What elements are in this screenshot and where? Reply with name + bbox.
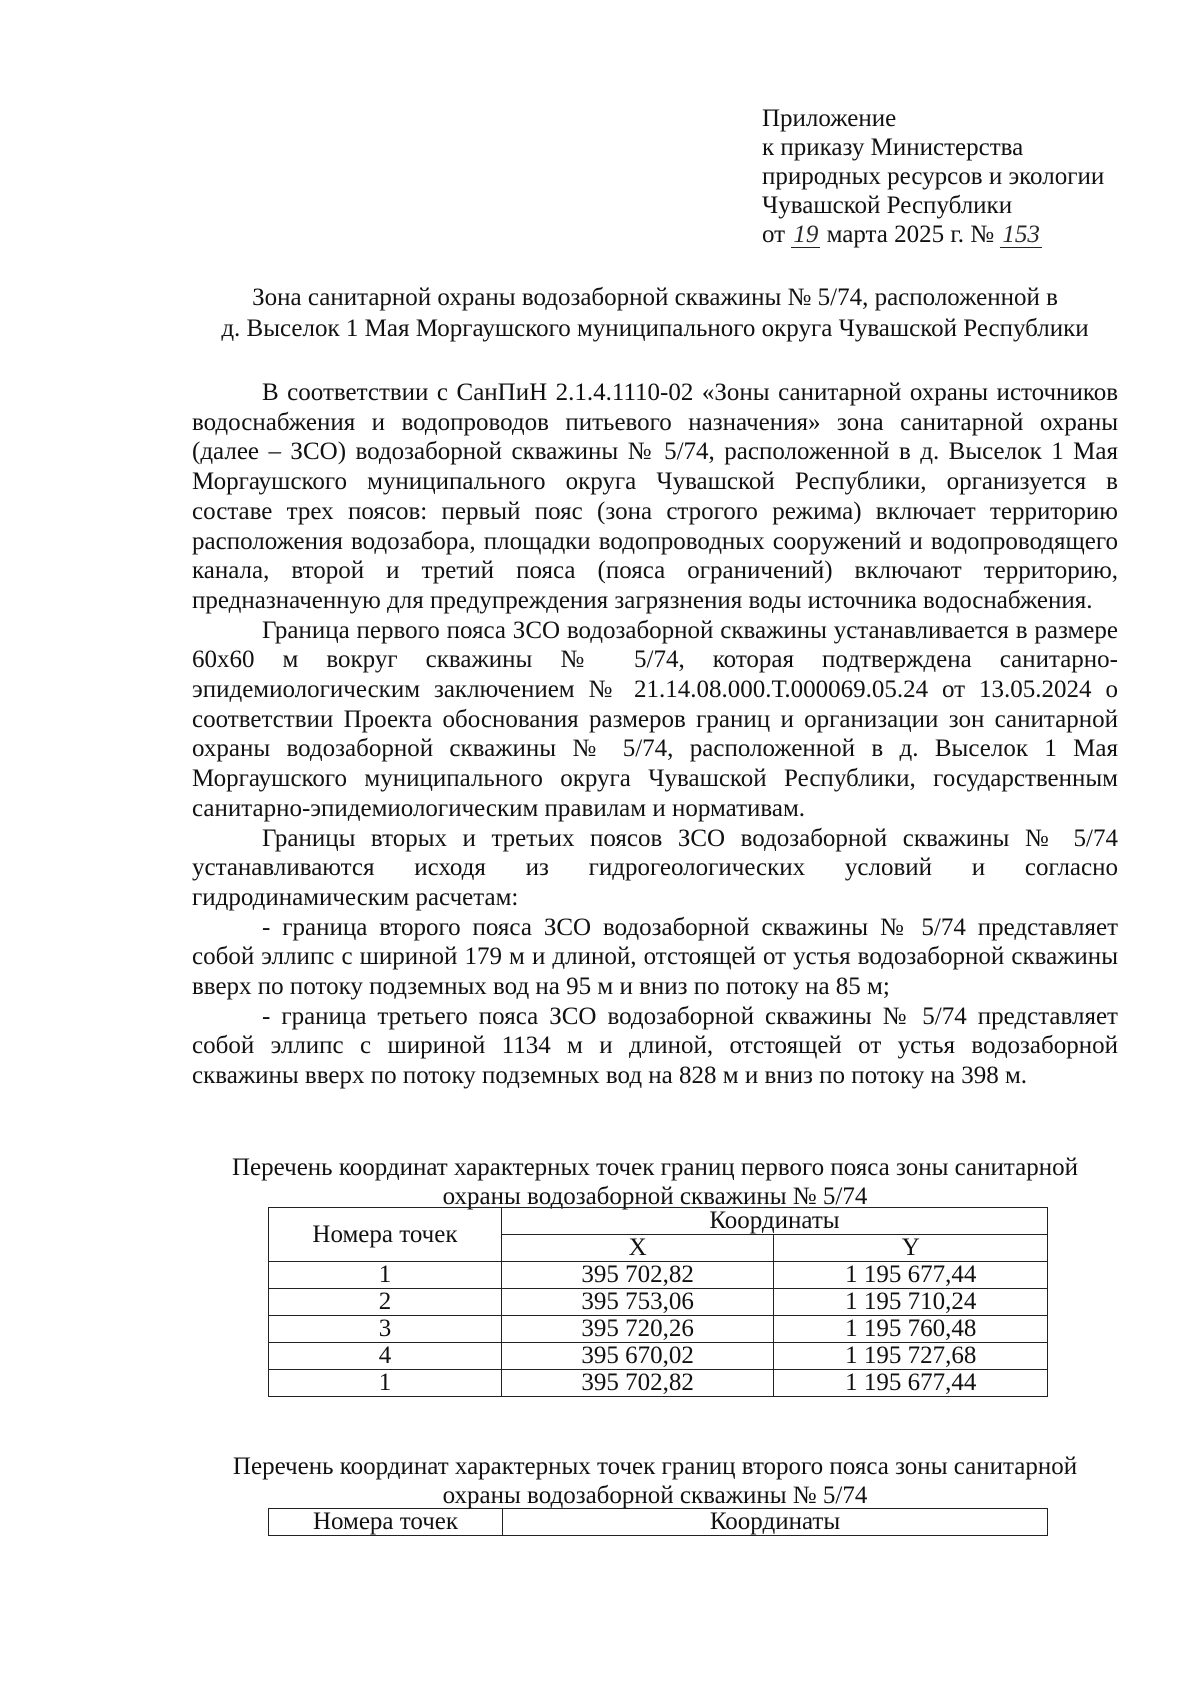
table-row [269,1370,1048,1397]
coordinates-table-second-belt [268,1508,1048,1536]
cell-point: 2 [269,1289,502,1316]
coordinates-table-first-belt [268,1207,1048,1397]
handwritten-day: 19 [793,221,819,248]
document-body [192,378,1118,1091]
table-header-row [269,1509,1048,1536]
cell-x: 395 702,82 [501,1370,774,1397]
appendix-line: к приказу Министерства [762,134,1024,161]
cell-y: 1 195 677,44 [774,1262,1048,1289]
appendix-header [762,104,1104,249]
handwritten-order-number: 153 [1002,221,1040,248]
paragraph: В соответствии с СанПиН 2.1.4.1110-02 «Зоны санитарной охраны источников водоснабжения и водопроводов питьевого назначения» зона санитарной охраны (далее – ЗСО) водозаборной скважины № 5/74, расположенной в д. Выселок 1 Мая Моргаушского муниципального округа Чувашской Республики, организуется в составе трех поясов: первый пояс (зона строгого режима) включает территорию расположения водозабора, площадки водопроводных сооружений и водопроводящего канала, второй и третий пояса (пояса ограничений) включают территорию, предназначенную для предупреждения загрязнения воды источника водоснабжения. [192,379,1118,614]
cell-point: 1 [269,1370,502,1397]
appendix-line: Чувашской Республики [762,192,1013,219]
table-row [269,1343,1048,1370]
table2-title [192,1452,1118,1510]
header-points: Номера точек [269,1509,503,1536]
cell-point: 1 [269,1262,502,1289]
table-row [269,1316,1048,1343]
date-rest: марта 2025 г. № [826,221,995,248]
title-line: д. Выселок 1 Мая Моргаушского муниципального округа Чувашской Республики [221,315,1089,342]
table-row [269,1262,1048,1289]
table-title-line: Перечень координат характерных точек границ второго пояса зоны санитарной [232,1453,1078,1480]
header-points: Номера точек [269,1208,502,1262]
table-header-row [269,1208,1048,1235]
header-coordinates: Координаты [501,1208,1047,1235]
table-title-line: охраны водозаборной скважины № 5/74 [442,1482,868,1509]
cell-x: 395 720,26 [501,1316,774,1343]
header-coordinates: Координаты [503,1509,1048,1536]
cell-x: 395 702,82 [501,1262,774,1289]
cell-y: 1 195 760,48 [774,1316,1048,1343]
header-x: X [501,1235,774,1262]
cell-y: 1 195 677,44 [774,1370,1048,1397]
table-title-line: охраны водозаборной скважины № 5/74 [442,1183,868,1210]
paragraph: Граница первого пояса ЗСО водозаборной скважины устанавливается в размере 60х60 м вокруг скважины № 5/74, которая подтверждена санитарно-эпидемиологическим заключением № 21.14.08.000.Т.000069.05.24 от 13.05.2024 о соответствии Проекта обоснования размеров границ и организации зон санитарной охраны водозаборной скважины № 5/74, расположенной в д. Выселок 1 Мая Моргаушского муниципального округа Чувашской Республики, государственным санитарно-эпидемиологическим правилам и нормативам. [192,616,1118,822]
paragraph: - граница третьего пояса ЗСО водозаборной скважины № 5/74 представляет собой эллипс с шириной 1134 м и длиной, отстоящей от устья водозаборной скважины вверх по потоку подземных вод на 828 м и вниз по потоку на 398 м. [192,1002,1118,1090]
appendix-date-line [762,220,1104,249]
cell-x: 395 753,06 [501,1289,774,1316]
date-prefix: от [762,221,786,248]
header-y: Y [774,1235,1048,1262]
table1-title [192,1153,1118,1211]
title-line: Зона санитарной охраны водозаборной скважины № 5/74, расположенной в [252,284,1058,311]
table-title-line: Перечень координат характерных точек границ первого пояса зоны санитарной [232,1154,1078,1181]
cell-point: 4 [269,1343,502,1370]
paragraph: - граница второго пояса ЗСО водозаборной скважины № 5/74 представляет собой эллипс с шириной 179 м и длиной, отстоящей от устья водозаборной скважины вверх по потоку подземных вод на 95 м и вниз по потоку на 85 м; [192,913,1118,1001]
cell-y: 1 195 727,68 [774,1343,1048,1370]
document-title [190,282,1120,344]
appendix-line: природных ресурсов и экологии [762,163,1105,190]
table-row [269,1289,1048,1316]
cell-y: 1 195 710,24 [774,1289,1048,1316]
paragraph: Границы вторых и третьих поясов ЗСО водозаборной скважины № 5/74 устанавливаются исходя из гидрогеологических условий и согласно гидродинамическим расчетам: [192,824,1118,911]
cell-point: 3 [269,1316,502,1343]
appendix-line: Приложение [762,105,897,132]
cell-x: 395 670,02 [501,1343,774,1370]
